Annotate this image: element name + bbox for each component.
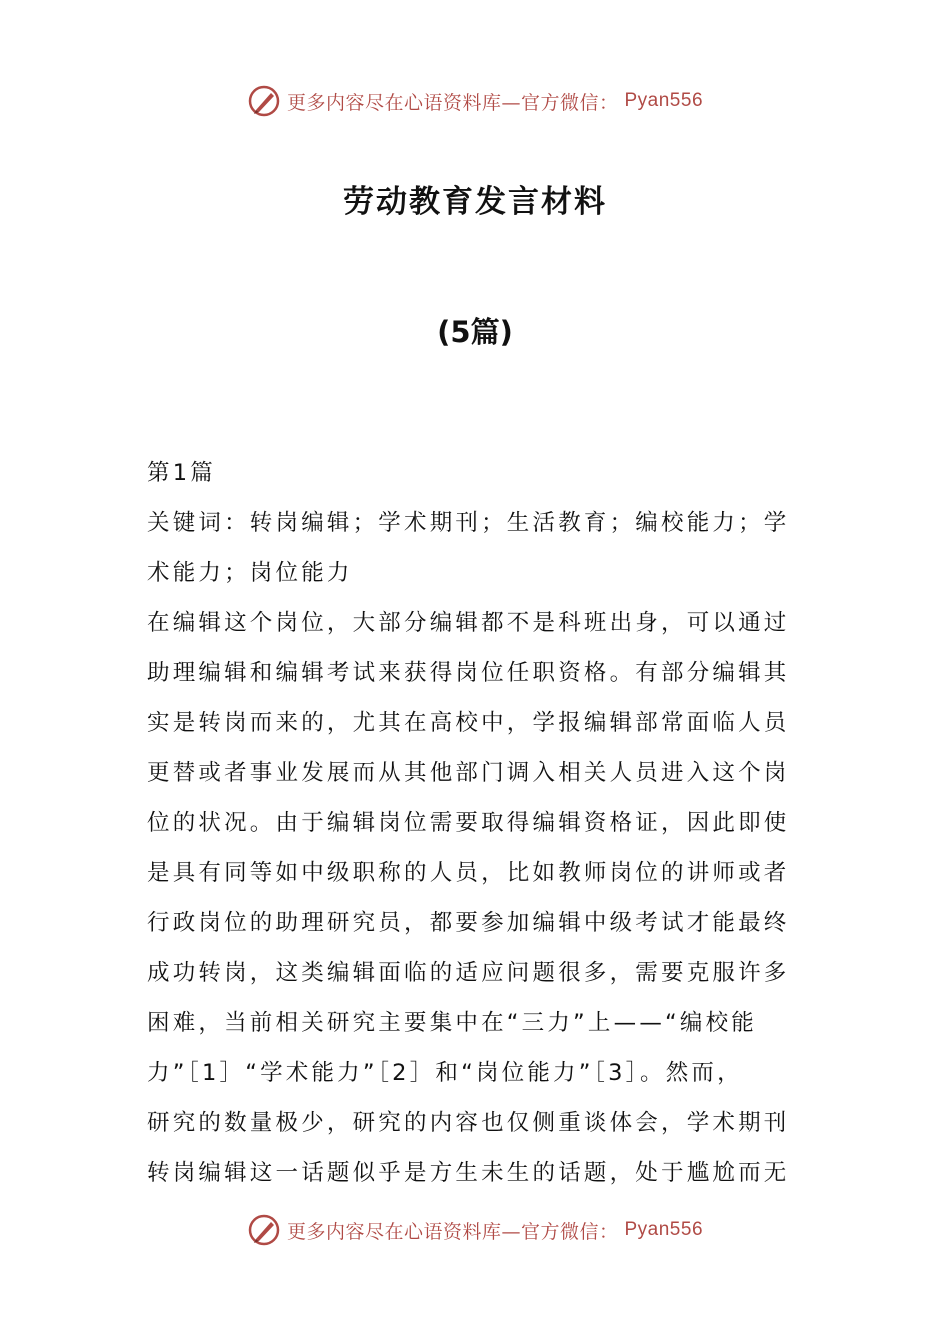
header-watermark	[0, 84, 950, 118]
document-body	[147, 448, 807, 1198]
section-heading: 第1篇	[147, 460, 216, 486]
document-title: 劳动教育发言材料	[343, 184, 607, 220]
body-line: 关键词：转岗编辑；学术期刊；生活教育；编校能力；学	[147, 510, 790, 536]
body-line: 更替或者事业发展而从其他部门调入相关人员进入这个岗	[147, 760, 790, 786]
watermark-wechat-id: Pyan556	[624, 90, 704, 111]
body-line: 转岗编辑这一话题似乎是方生未生的话题，处于尴尬而无	[147, 1160, 790, 1186]
body-line: 助理编辑和编辑考试来获得岗位任职资格。有部分编辑其	[147, 660, 790, 686]
body-line: 术能力；岗位能力	[147, 560, 353, 586]
body-line: 位的状况。由于编辑岗位需要取得编辑资格证，因此即使	[147, 810, 790, 836]
body-line: 成功转岗，这类编辑面临的适应问题很多，需要克服许多	[147, 960, 790, 986]
body-line: 行政岗位的助理研究员，都要参加编辑中级考试才能最终	[147, 910, 790, 936]
body-line: 困难，当前相关研究主要集中在“三力”上——“编校能	[147, 1010, 757, 1036]
pen-logo-icon	[247, 1213, 281, 1247]
body-line: 是具有同等如中级职称的人员，比如教师岗位的讲师或者	[147, 860, 790, 886]
document-subtitle: (5篇)	[437, 315, 513, 349]
body-line: 实是转岗而来的，尤其在高校中，学报编辑部常面临人员	[147, 710, 790, 736]
watermark-text: 更多内容尽在心语资料库—官方微信：	[286, 1220, 619, 1243]
watermark-wechat-id: Pyan556	[624, 1219, 704, 1240]
body-line: 在编辑这个岗位，大部分编辑都不是科班出身，可以通过	[147, 610, 790, 636]
body-line: 研究的数量极少，研究的内容也仅侧重谈体会，学术期刊	[147, 1110, 790, 1136]
body-line: 力”［1］“学术能力”［2］和“岗位能力”［3］。然而，	[147, 1060, 743, 1086]
footer-watermark	[0, 1213, 950, 1247]
watermark-text: 更多内容尽在心语资料库—官方微信：	[286, 91, 619, 114]
pen-logo-icon	[247, 84, 281, 118]
